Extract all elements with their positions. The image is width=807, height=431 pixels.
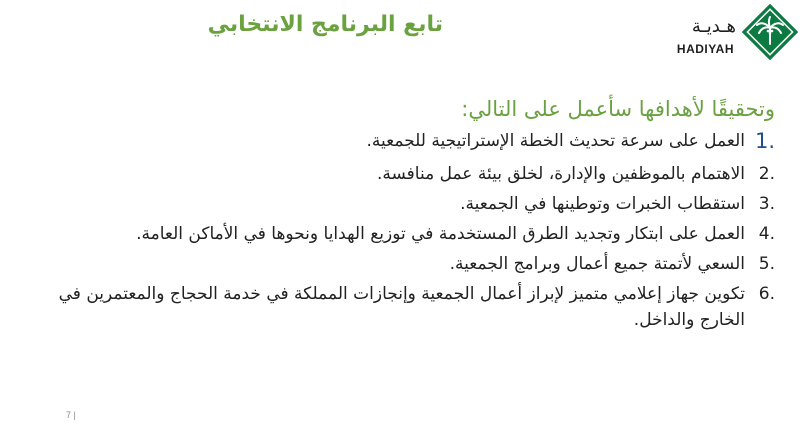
slide-title: تابع البرنامج الانتخابي: [207, 12, 443, 37]
logo-english-text: HADIYAH: [676, 42, 734, 56]
item-text: استقطاب الخبرات وتوطينها في الجمعية.: [460, 194, 745, 214]
item-number: .5: [758, 254, 775, 274]
intro-text: وتحقيقًا لأهدافها سأعمل على التالي:: [461, 97, 775, 121]
item-text: العمل على سرعة تحديث الخطة الإستراتيجية للجمعية.: [366, 131, 745, 151]
page-number: 7 |: [66, 410, 76, 420]
hadiyah-logo: [638, 4, 798, 66]
item-number: .2: [758, 164, 775, 184]
item-text: تكوين جهاز إعلامي متميز لإبراز أعمال الجمعية وإنجازات المملكة في خدمة الحجاج والمعتمرين في الخارج والداخل.: [58, 284, 745, 330]
palm-tree-emblem-icon: [742, 4, 798, 60]
item-text: العمل على ابتكار وتجديد الطرق المستخدمة في توزيع الهدايا ونحوها في الأماكن العامة.: [136, 224, 745, 244]
content-area: [55, 92, 775, 333]
logo-arabic-text: هـديـة: [691, 16, 736, 37]
item-number: .4: [758, 224, 775, 244]
item-number: .1: [754, 129, 775, 153]
goals-list: [55, 126, 775, 333]
list-item: [55, 126, 775, 156]
item-number: .6: [758, 284, 775, 304]
list-item: [55, 221, 775, 247]
item-number: .3: [758, 194, 775, 214]
list-item: [55, 191, 775, 217]
item-text: السعي لأتمتة جميع أعمال وبرامج الجمعية.: [449, 254, 745, 274]
list-item: [55, 281, 775, 333]
list-item: [55, 251, 775, 277]
list-item: [55, 161, 775, 187]
item-text: الاهتمام بالموظفين والإدارة، لخلق بيئة عمل منافسة.: [376, 164, 745, 184]
